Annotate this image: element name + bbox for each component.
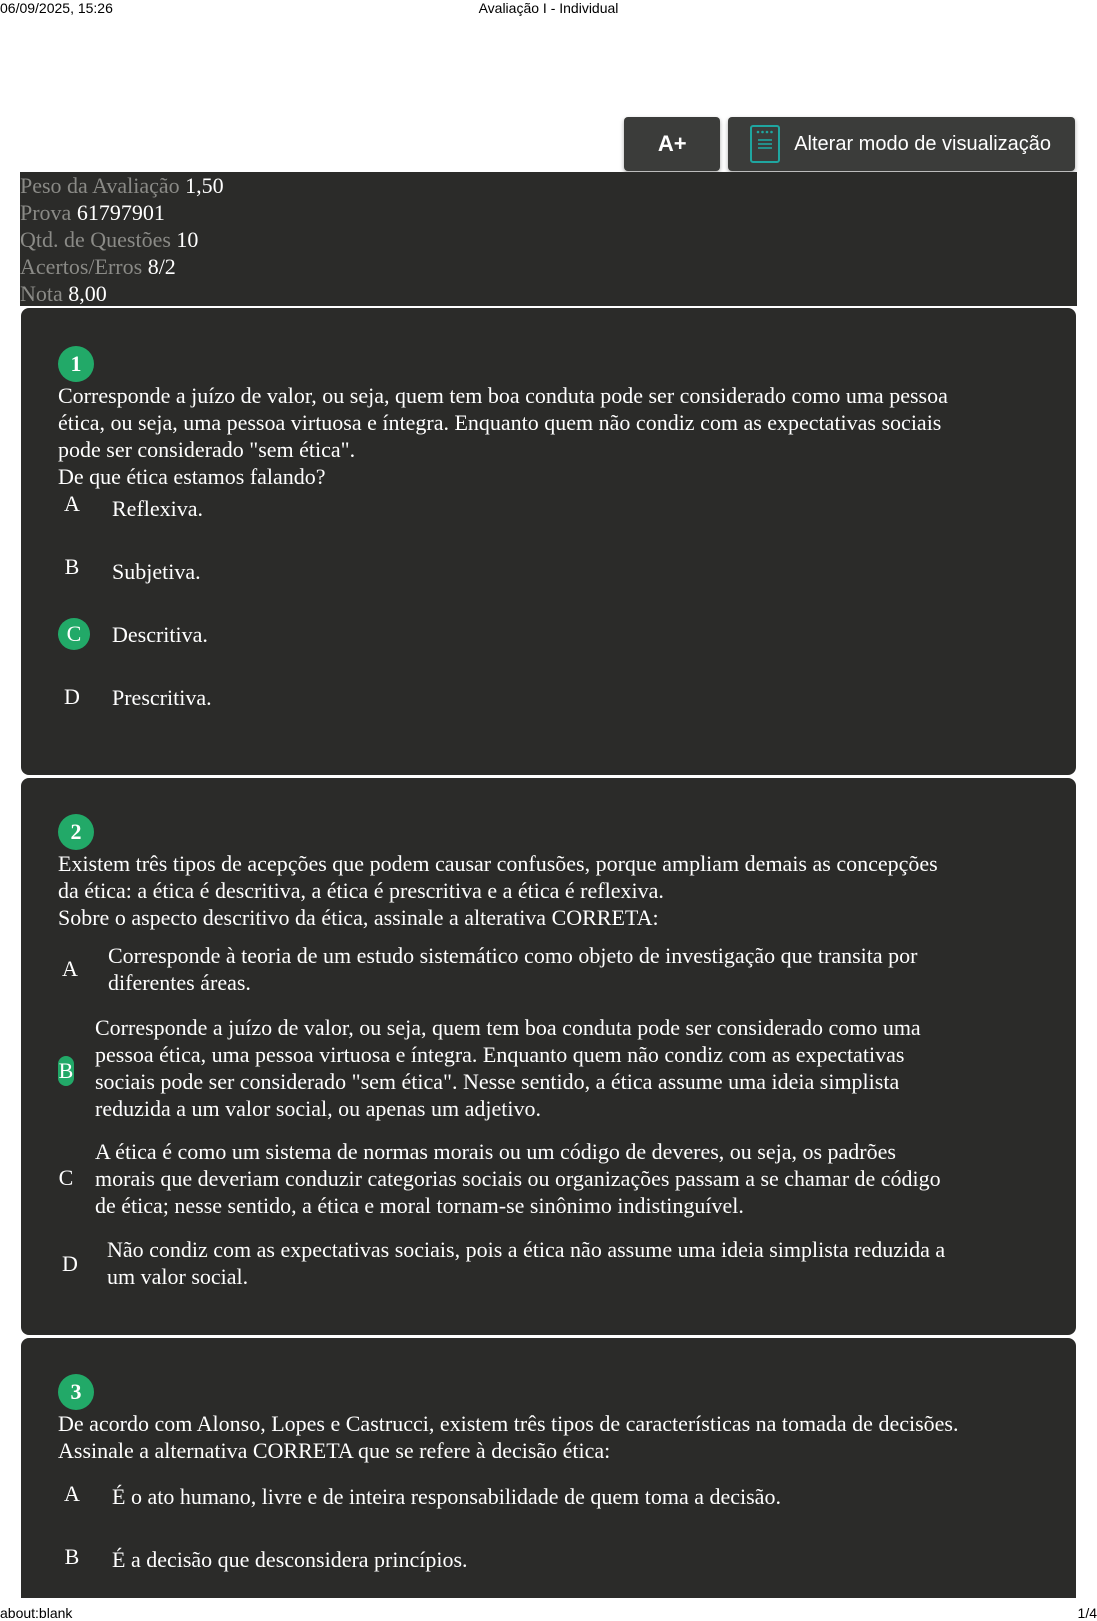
option-line: Não condiz com as expectativas sociais, pois a ética não assume uma ideia simplista reduzida a (107, 1237, 946, 1262)
print-datetime: 06/09/2025, 15:26 (0, 0, 113, 16)
option-letter: D (64, 684, 80, 709)
option-text: É o ato humano, livre e de inteira responsabilidade de quem toma a decisão. (112, 1484, 781, 1509)
option-text (95, 1014, 921, 1122)
question-card-3 (21, 1338, 1076, 1598)
option-a[interactable] (58, 942, 1051, 998)
increase-font-button[interactable]: A+ (624, 117, 720, 171)
option-line: um valor social. (107, 1264, 249, 1289)
evaluation-summary (20, 172, 1077, 306)
option-line: diferentes áreas. (108, 970, 251, 995)
option-letter: C (58, 1165, 74, 1190)
question-card-2 (21, 778, 1076, 1335)
question-line: Corresponde a juízo de valor, ou seja, quem tem boa conduta pode ser considerado como uma pessoa (58, 383, 948, 408)
option-c-selected[interactable] (58, 618, 1051, 650)
option-b[interactable] (58, 555, 1051, 587)
option-text (108, 942, 918, 996)
question-text (58, 382, 1051, 490)
option-line: A ética é como um sistema de normas morais ou um código de deveres, ou seja, os padrões (95, 1139, 896, 1164)
question-line: ética, ou seja, uma pessoa virtuosa e íntegra. Enquanto quem não condiz com as expectativas sociais (58, 410, 942, 435)
option-letter-selected: C (58, 618, 90, 650)
option-text: Subjetiva. (112, 559, 201, 584)
toolbar (624, 117, 1075, 171)
question-line: Existem três tipos de acepções que podem causar confusões, porque ampliam demais as concepções (58, 851, 938, 876)
question-line: da ética: a ética é descritiva, a ética é prescritiva e a ética é reflexiva. (58, 878, 664, 903)
option-letter: A (62, 956, 78, 981)
option-a[interactable] (58, 492, 1051, 524)
question-text (58, 1410, 1051, 1464)
option-letter: A (64, 1481, 80, 1506)
qtd-label: Qtd. de Questões (20, 227, 171, 252)
question-line: De acordo com Alonso, Lopes e Castrucci, existem três tipos de características na tomada de decisões. (58, 1411, 959, 1436)
print-page-title: Avaliação I - Individual (478, 0, 619, 16)
acertos-value: 8/2 (147, 254, 176, 279)
peso-label: Peso da Avaliação (20, 173, 180, 198)
option-d[interactable] (58, 1236, 1051, 1292)
question-line: Sobre o aspecto descritivo da ética, assinale a alterativa CORRETA: (58, 905, 659, 930)
option-letter: A (64, 491, 80, 516)
option-line: reduzida a um valor social, ou apenas um adjetivo. (95, 1096, 541, 1121)
print-footer (0, 1605, 1097, 1621)
option-b[interactable] (58, 1543, 1051, 1575)
option-text: É a decisão que desconsidera princípios. (112, 1547, 468, 1572)
summary-prova (20, 199, 1077, 226)
prova-label: Prova (20, 200, 72, 225)
option-text: Reflexiva. (112, 496, 204, 521)
print-header (0, 0, 1097, 16)
summary-peso (20, 172, 1077, 199)
question-line: Assinale a alternativa CORRETA que se refere à decisão ética: (58, 1438, 611, 1463)
question-line: pode ser considerado "sem ética". (58, 437, 356, 462)
option-text (95, 1138, 941, 1219)
option-c[interactable] (58, 1138, 1051, 1220)
question-text (58, 850, 1051, 931)
option-letter: D (62, 1251, 78, 1276)
option-line: sociais pode ser considerado "sem ética". Nesse sentido, a ética assume uma ideia simplista (95, 1069, 900, 1094)
option-a[interactable] (58, 1480, 1051, 1512)
question-number-badge: 3 (58, 1374, 94, 1410)
option-letter: B (64, 554, 80, 579)
summary-nota (20, 280, 1077, 307)
nota-value: 8,00 (68, 281, 107, 306)
option-text: Prescritiva. (112, 685, 212, 710)
question-card-1 (21, 308, 1076, 775)
option-letter: B (64, 1544, 80, 1569)
question-number-badge: 2 (58, 814, 94, 850)
option-line: morais que deveriam conduzir categorias sociais ou organizações passam a se chamar de código (95, 1166, 941, 1191)
option-line: Corresponde à teoria de um estudo sistemático como objeto de investigação que transita por (108, 943, 918, 968)
peso-value: 1,50 (185, 173, 224, 198)
qtd-value: 10 (176, 227, 199, 252)
option-line: Corresponde a juízo de valor, ou seja, quem tem boa conduta pode ser considerado como uma (95, 1015, 921, 1040)
option-letter-selected: B (58, 1056, 74, 1086)
summary-acertos (20, 253, 1077, 280)
question-line: De que ética estamos falando? (58, 464, 326, 489)
document-view-icon (750, 125, 780, 163)
summary-qtd (20, 226, 1077, 253)
print-page-number: 1/4 (1077, 1605, 1097, 1621)
acertos-label: Acertos/Erros (20, 254, 143, 279)
option-line: de ética; nesse sentido, a ética e moral tornam-se sinônimo indistinguível. (95, 1193, 744, 1218)
prova-value: 61797901 (76, 200, 165, 225)
option-line: pessoa ética, uma pessoa virtuosa e íntegra. Enquanto quem não condiz com as expectativas (95, 1042, 905, 1067)
change-view-mode-button[interactable] (728, 117, 1075, 171)
nota-label: Nota (20, 281, 63, 306)
print-url: about:blank (0, 1605, 73, 1621)
change-view-mode-label: Alterar modo de visualização (794, 132, 1051, 155)
question-number-badge: 1 (58, 346, 94, 382)
option-text: Descritiva. (112, 622, 208, 647)
option-d[interactable] (58, 681, 1051, 713)
option-text (107, 1236, 945, 1290)
option-b-selected[interactable] (58, 1014, 1051, 1124)
